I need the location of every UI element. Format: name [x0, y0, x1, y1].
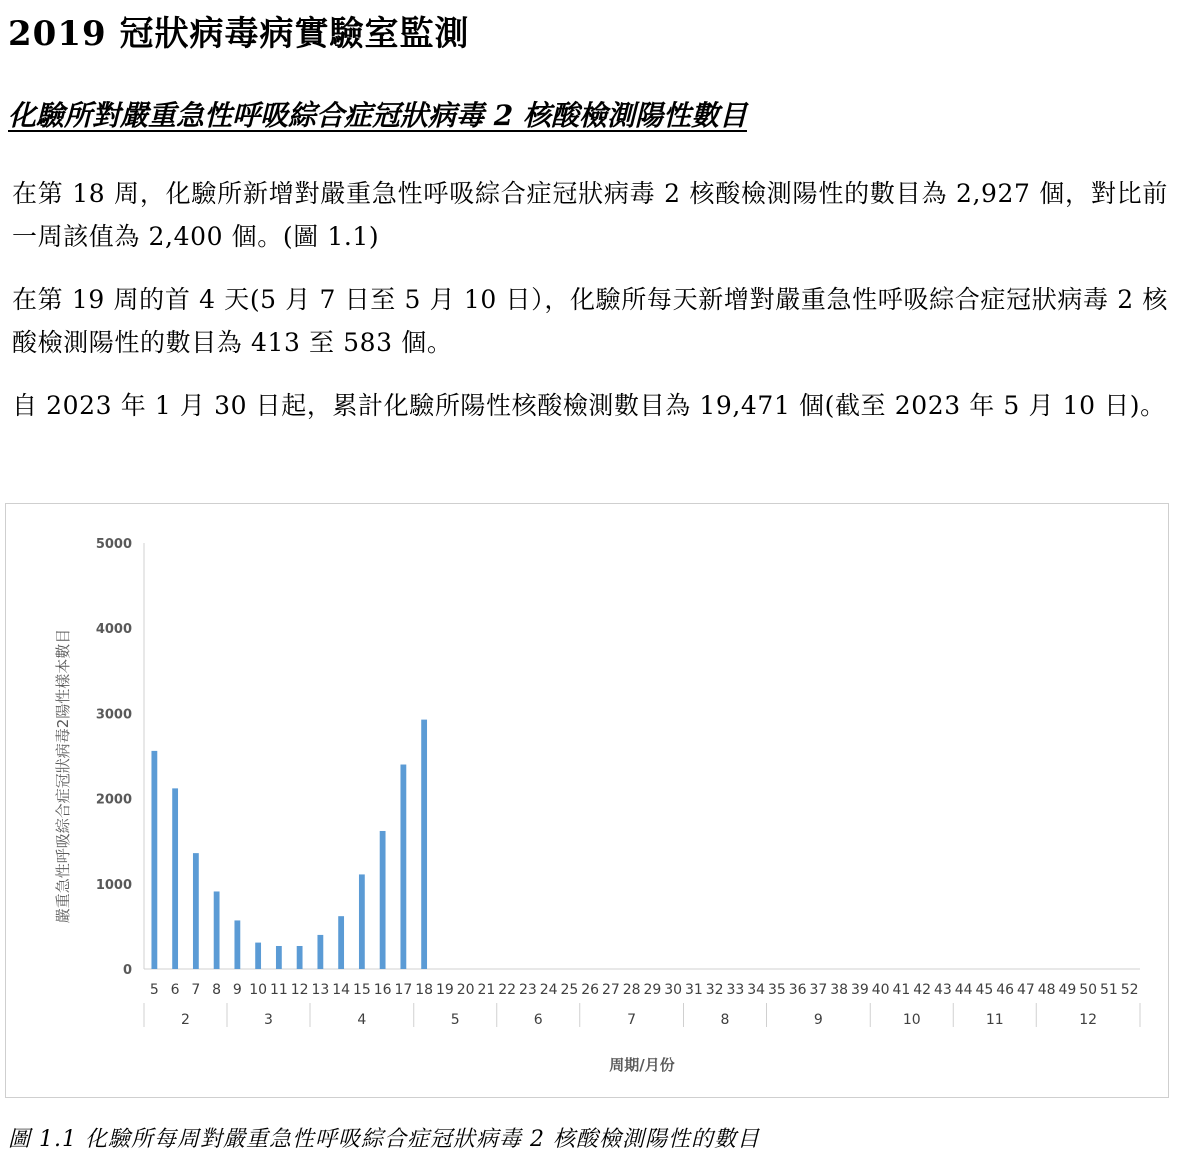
x-tick-label: 20 — [456, 982, 475, 998]
month-label: 10 — [902, 1012, 921, 1028]
x-tick-label: 28 — [622, 982, 641, 998]
x-tick-label: 11 — [269, 982, 288, 998]
x-tick-label: 31 — [684, 982, 703, 998]
x-tick-label: 30 — [664, 982, 683, 998]
x-tick-label: 39 — [850, 982, 869, 998]
paragraph-cumulative: 自 2023 年 1 月 30 日起，累計化驗所陽性核酸檢測數目為 19,471 個(截至 2023 年 5 月 10 日)。 — [12, 391, 1166, 420]
figure-caption: 圖 1.1 化驗所每周對嚴重急性呼吸綜合症冠狀病毒 2 核酸檢測陽性的數目 — [8, 1127, 760, 1152]
x-tick-label: 14 — [332, 982, 351, 998]
bar — [214, 891, 220, 969]
bar — [151, 751, 157, 969]
x-tick-label: 38 — [830, 982, 849, 998]
paragraph-week-19: 在第 19 周的首 4 天(5 月 7 日至 5 月 10 日），化驗所每天新增對嚴重急性呼吸綜合症冠狀病毒 2 核酸檢測陽性的數目為 413 至 583 個。 — [12, 285, 1168, 357]
bar — [380, 831, 386, 969]
bar — [255, 943, 261, 969]
x-tick-label: 5 — [149, 982, 159, 998]
x-tick-label: 42 — [913, 982, 932, 998]
x-tick-label: 47 — [1016, 982, 1035, 998]
bar — [172, 788, 178, 969]
x-tick-label: 52 — [1120, 982, 1139, 998]
month-label: 4 — [357, 1012, 367, 1028]
section-heading: 化驗所對嚴重急性呼吸綜合症冠狀病毒 2 核酸檢測陽性數目 — [8, 99, 747, 132]
x-tick-label: 22 — [498, 982, 517, 998]
x-tick-label: 15 — [352, 982, 371, 998]
bar — [276, 946, 282, 969]
page-title: 2019 冠狀病毒病實驗室監測 — [8, 14, 470, 54]
x-tick-label: 45 — [975, 982, 994, 998]
x-tick-label: 46 — [996, 982, 1015, 998]
x-tick-label: 21 — [477, 982, 496, 998]
month-label: 7 — [627, 1012, 637, 1028]
x-tick-label: 8 — [212, 982, 222, 998]
bar — [317, 935, 323, 969]
x-tick-label: 26 — [581, 982, 600, 998]
bar — [297, 946, 303, 969]
x-tick-label: 35 — [767, 982, 786, 998]
y-tick-label: 2000 — [95, 792, 132, 808]
bar — [234, 920, 240, 969]
x-tick-label: 27 — [601, 982, 620, 998]
x-tick-label: 36 — [788, 982, 807, 998]
y-tick-label: 5000 — [95, 537, 132, 552]
x-tick-label: 29 — [643, 982, 662, 998]
x-tick-label: 16 — [373, 982, 392, 998]
x-tick-label: 17 — [394, 982, 413, 998]
month-label: 12 — [1079, 1012, 1098, 1028]
month-label: 2 — [181, 1012, 190, 1028]
x-tick-label: 51 — [1099, 982, 1118, 998]
x-tick-label: 12 — [290, 982, 309, 998]
bar — [193, 853, 199, 969]
x-tick-label: 48 — [1037, 982, 1056, 998]
y-tick-label: 1000 — [95, 877, 132, 893]
y-tick-label: 3000 — [95, 707, 132, 723]
bar — [359, 874, 365, 969]
x-tick-label: 24 — [539, 982, 558, 998]
x-tick-label: 6 — [170, 982, 180, 998]
x-tick-label: 34 — [747, 982, 766, 998]
month-label: 11 — [985, 1012, 1004, 1028]
x-tick-label: 13 — [311, 982, 330, 998]
x-tick-label: 33 — [726, 982, 745, 998]
x-tick-label: 37 — [809, 982, 828, 998]
bar — [338, 916, 344, 969]
y-tick-label: 0 — [122, 963, 132, 978]
month-label: 8 — [720, 1012, 730, 1028]
x-tick-label: 50 — [1079, 982, 1098, 998]
x-tick-label: 44 — [954, 982, 973, 998]
x-tick-label: 18 — [415, 982, 434, 998]
x-tick-label: 43 — [933, 982, 952, 998]
month-label: 5 — [450, 1012, 460, 1028]
x-tick-label: 32 — [705, 982, 724, 998]
chart-frame — [5, 503, 1169, 1098]
x-tick-label: 40 — [871, 982, 890, 998]
month-label: 3 — [264, 1012, 273, 1028]
y-axis-title: 嚴重急性呼吸綜合症冠狀病毒2陽性樣本數目 — [54, 628, 72, 924]
x-tick-label: 23 — [518, 982, 537, 998]
x-tick-label: 19 — [435, 982, 454, 998]
paragraph-week-18: 在第 18 周，化驗所新增對嚴重急性呼吸綜合症冠狀病毒 2 核酸檢測陽性的數目為 2,927 個，對比前一周該值為 2,400 個。(圖 1.1) — [12, 179, 1168, 251]
y-tick-label: 4000 — [95, 622, 132, 638]
x-axis-title: 周期/月份 — [609, 1056, 675, 1074]
month-label: 9 — [813, 1012, 823, 1028]
bar-chart — [6, 504, 1170, 1099]
x-tick-label: 10 — [249, 982, 268, 998]
x-tick-label: 9 — [232, 982, 242, 998]
x-tick-label: 41 — [892, 982, 911, 998]
bar — [421, 720, 427, 969]
month-label: 6 — [533, 1012, 543, 1028]
bar — [400, 765, 406, 969]
x-tick-label: 25 — [560, 982, 579, 998]
x-tick-label: 7 — [191, 982, 201, 998]
x-tick-label: 49 — [1058, 982, 1077, 998]
